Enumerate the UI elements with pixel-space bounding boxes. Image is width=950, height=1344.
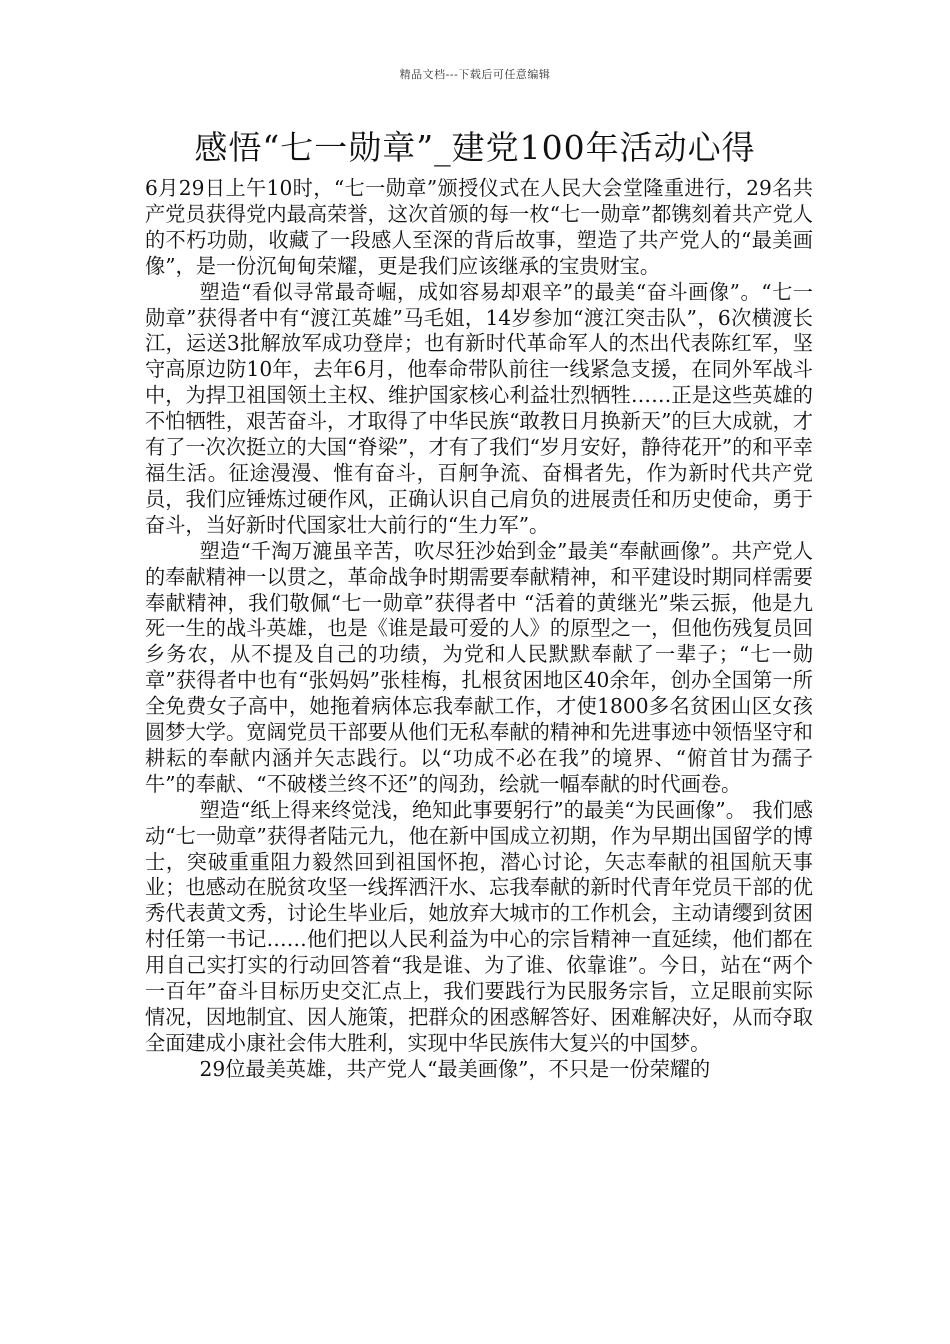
document-title: 感悟“七一勋章”_建党100年活动心得 bbox=[194, 128, 756, 167]
paragraph-dedication: 塑造“千淘万漉虽辛苦，吹尽狂沙始到金”最美“奉献画像”。共产党人的奉献精神一以贯之，革命战争时期需要奉献精神，和平建设时期同样需要奉献精神，我们敬佩“七一勋章”获得者中 “活着的黄继光”柴云振，他是九死一生的战斗英雄，也是《谁是最可爱的人》的原型之一，但他伤残复员回乡务农，从不提及自己的功绩，为党和人民默默奉献了一辈子；“七一勋章”获得者中也有“张妈妈”张桂梅，扎根贫困地区40余年，创办全国第一所全免费女子高中，她拖着病体忘我奉献工作，才使1800多名贫困山区女孩圆梦大学。宽阔党员干部要从他们无私奉献的精神和先进事迹中领悟坚守和耕耘的奉献内涵并矢志践行。以“功成不必在我”的境界、“俯首甘为孺子牛”的奉献、“不破楼兰终不还”的闯劲，绘就一幅奉献的时代画卷。 bbox=[145, 538, 813, 796]
paragraph-intro: 6月29日上午10时，“七一勋章”颁授仪式在人民大会堂隆重进行，29名共产党员获得党内最高荣誉，这次首颁的每一枚“七一勋章”都镌刻着共产党人的不朽功勋，收藏了一段感人至深的背后故事，塑造了共产党人的“最美画像”，是一份沉甸甸荣耀，更是我们应该继承的宝贵财宝。 bbox=[145, 176, 813, 278]
paragraph-struggle: 塑造“看似寻常最奇崛，成如容易却艰辛”的最美“奋斗画像”。“七一勋章”获得者中有“渡江英雄”马毛姐，14岁参加“渡江突击队”，6次横渡长江，运送3批解放军成功登岸；也有新时代革命军人的杰出代表陈红军，坚守高原边防10年，去年6月，他奉命带队前往一线紧急支援，在同外军战斗中，为捍卫祖国领土主权、维护国家核心利益壮烈牺牲……正是这些英雄的不怕牺牲，艰苦奋斗，才取得了中华民族“敢教日月换新天”的巨大成就，才有了一次次挺立的大国“脊梁”，才有了我们“岁月安好，静待花开”的和平幸福生活。征途漫漫、惟有奋斗，百舸争流、奋楫者先，作为新时代共产党员，我们应锤炼过硬作风，正确认识自己肩负的进展责任和历史使命，勇于奋斗，当好新时代国家壮大前行的“生力军”。 bbox=[145, 279, 813, 537]
paragraph-closing: 29位最美英雄，共产党人“最美画像”，不只是一份荣耀的 bbox=[199, 1056, 711, 1081]
document-body bbox=[145, 176, 813, 1083]
header-note: 精品文档---下载后可任意编辑 bbox=[399, 68, 551, 81]
paragraph-people: 塑造“纸上得来终觉浅，绝知此事要躬行”的最美“为民画像”。 我们感动“七一勋章”获得者陆元九，他在新中国成立初期，作为早期出国留学的博士，突破重重阻力毅然回到祖国怀抱，潜心讨论，矢志奉献的祖国航天事业；也感动在脱贫攻坚一线挥洒汗水、忘我奉献的新时代青年党员干部的优秀代表黄文秀，讨论生毕业后，她放弃大城市的工作机会，主动请缨到贫困村任第一书记……他们把以人民利益为中心的宗旨精神一直延续，他们都在用自己实打实的行动回答着“我是谁、为了谁、依靠谁”。今日，站在“两个一百年”奋斗目标历史交汇点上，我们要践行为民服务宗旨，立足眼前实际情况，因地制宜、因人施策，把群众的困惑解答好、困难解决好，从而夺取全面建成小康社会伟大胜利，实现中华民族伟大复兴的中国梦。 bbox=[145, 797, 813, 1055]
